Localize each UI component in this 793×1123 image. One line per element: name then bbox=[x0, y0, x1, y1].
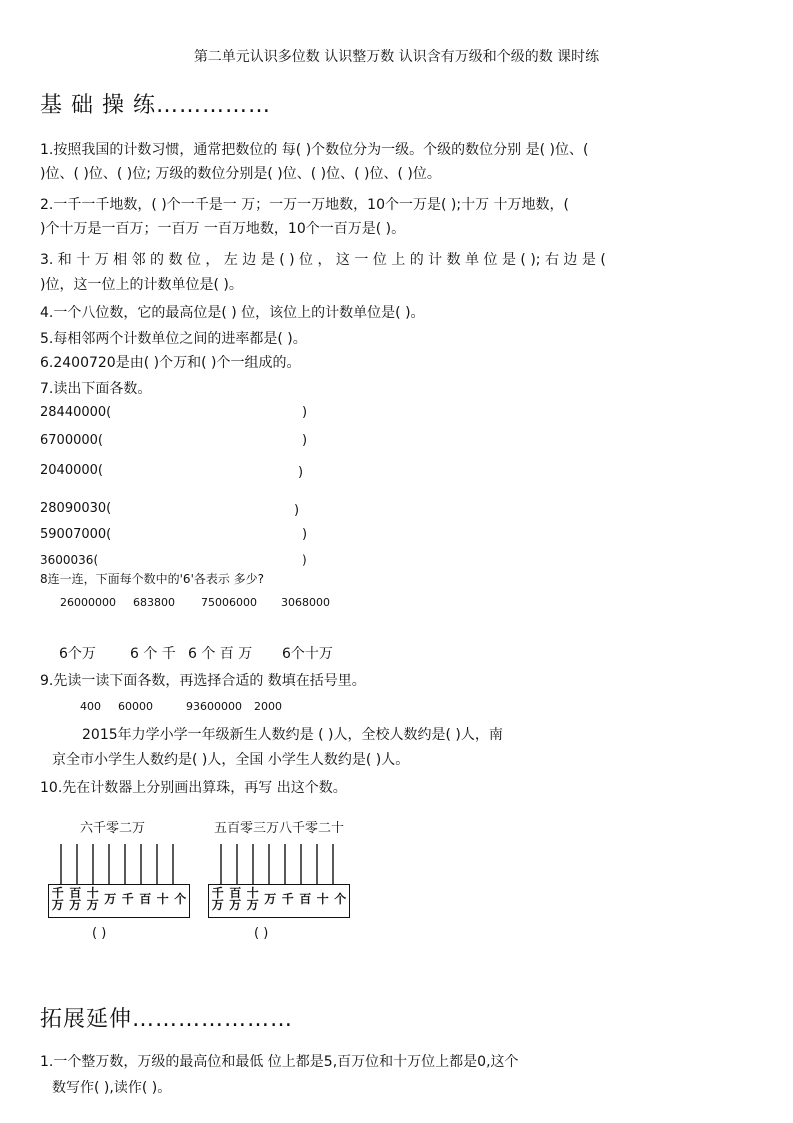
abacus-1-unit-shiwan: 十 万 bbox=[86, 886, 99, 912]
read-number-1-close: ) bbox=[302, 405, 308, 420]
question-1-line-2: )位、( )位、( )位; 万级的数位分别是( )位、( )位、( )位、( )位。 bbox=[40, 166, 441, 182]
abacus-1-unit-qianwan: 千 万 bbox=[51, 886, 64, 912]
abacus-2-unit-qianwan: 千 万 bbox=[211, 886, 224, 912]
read-number-5: 59007000( bbox=[40, 527, 112, 542]
question-10-label: 10.先在计数器上分别画出算珠，再写 出这个数。 bbox=[40, 780, 347, 796]
question-8-label: 8连一连，下面每个数中的'6'各表示 多少? bbox=[40, 572, 265, 586]
question-3-line-1: 3. 和 十 万 相 邻 的 数 位 ， 左 边 是 ( ) 位 ， 这 一 位 上 的 计 数 单 位 是 ( ); 右 边 是 ( bbox=[40, 252, 606, 268]
question-5: 5.每相邻两个计数单位之间的进率都是( )。 bbox=[40, 331, 307, 347]
extension-1-line-1: 1.一个整万数，万级的最高位和最低 位上都是5,百万位和十万位上都是0,这个 bbox=[40, 1054, 519, 1070]
read-number-3: 2040000( bbox=[40, 463, 103, 478]
abacus-1-unit-baiwan: 百 万 bbox=[69, 886, 82, 912]
abacus-2-unit-shiwan: 十 万 bbox=[246, 886, 259, 912]
read-number-2-close: ) bbox=[302, 433, 308, 448]
question-9-line-1: 2015年力学小学一年级新生人数约是 ( )人，全校人数约是( )人，南 bbox=[82, 727, 503, 743]
read-number-4: 28090030( bbox=[40, 501, 112, 516]
choice-number-2: 60000 bbox=[118, 700, 153, 713]
choice-number-3: 93600000 bbox=[186, 700, 242, 713]
match-answer-1: 6个万 bbox=[59, 646, 96, 662]
read-number-6: 3600036( bbox=[40, 553, 99, 567]
choice-number-1: 400 bbox=[80, 700, 101, 713]
match-number-4: 3068000 bbox=[281, 596, 330, 609]
abacus-1-unit-ge: 个 bbox=[174, 892, 187, 906]
match-number-2: 683800 bbox=[133, 596, 175, 609]
abacus-1-unit-qian: 千 bbox=[121, 892, 134, 906]
read-number-3-close: ) bbox=[298, 465, 304, 480]
abacus-1-unit-bai: 百 bbox=[139, 892, 152, 906]
read-number-4-close: ) bbox=[294, 503, 300, 518]
abacus-2-label: 五百零三万八千零二十 bbox=[214, 821, 345, 836]
question-2-line-2: )个十万是一百万；一百万 一百万地数，10个一百万是( )。 bbox=[40, 221, 406, 237]
question-1-line-1: 1.按照我国的计数习惯，通常把数位的 每( )个数位分为一级。个级的数位分别 是( )位、( bbox=[40, 142, 589, 158]
match-number-1: 26000000 bbox=[60, 596, 116, 609]
match-number-3: 75006000 bbox=[201, 596, 257, 609]
abacus-1-answer[interactable]: ( ) bbox=[92, 926, 107, 941]
abacus-2-unit-qian: 千 bbox=[281, 892, 294, 906]
abacus-2-unit-ge: 个 bbox=[334, 892, 347, 906]
abacus-2-unit-wan: 万 bbox=[264, 892, 277, 906]
read-number-6-close: ) bbox=[302, 553, 307, 567]
abacus-2-answer[interactable]: ( ) bbox=[254, 926, 269, 941]
abacus-2-unit-bai: 百 bbox=[299, 892, 312, 906]
section-basic-practice: 基 础 操 练…………… bbox=[40, 93, 271, 118]
section-extension: 拓展延伸………………… bbox=[40, 1007, 294, 1032]
extension-1-line-2: 数写作( ),读作( )。 bbox=[52, 1080, 172, 1096]
page-title: 第二单元认识多位数 认识整万数 认识含有万级和个级的数 课时练 bbox=[193, 49, 600, 65]
match-answer-3: 6 个 百 万 bbox=[188, 646, 253, 662]
match-answer-4: 6个十万 bbox=[282, 646, 333, 662]
abacus-2-unit-shi: 十 bbox=[316, 892, 329, 906]
choice-number-4: 2000 bbox=[254, 700, 282, 713]
question-9-label: 9.先读一读下面各数，再选择合适的 数填在括号里。 bbox=[40, 673, 366, 689]
question-2-line-1: 2.一千一千地数，( )个一千是一 万；一万一万地数，10个一万是( );十万 十万地数，( bbox=[40, 197, 569, 213]
abacus-1-label: 六千零二万 bbox=[80, 821, 146, 836]
question-9-line-2: 京全市小学生人数约是( )人，全国 小学生人数约是( )人。 bbox=[52, 752, 410, 768]
abacus-2-rods[interactable] bbox=[206, 840, 354, 886]
abacus-1-rods[interactable] bbox=[46, 840, 194, 886]
read-number-1: 28440000( bbox=[40, 405, 112, 420]
question-3-line-2: )位，这一位上的计数单位是( )。 bbox=[40, 277, 243, 293]
question-4: 4.一个八位数，它的最高位是( ) 位，该位上的计数单位是( )。 bbox=[40, 305, 425, 321]
abacus-1-frame bbox=[48, 884, 190, 918]
read-number-5-close: ) bbox=[302, 527, 308, 542]
question-7-label: 7.读出下面各数。 bbox=[40, 381, 152, 397]
match-answer-2: 6 个 千 bbox=[130, 646, 176, 662]
abacus-1-unit-shi: 十 bbox=[156, 892, 169, 906]
abacus-2-frame bbox=[208, 884, 350, 918]
question-6: 6.2400720是由( )个万和( )个一组成的。 bbox=[40, 355, 301, 371]
abacus-2-unit-baiwan: 百 万 bbox=[229, 886, 242, 912]
read-number-2: 6700000( bbox=[40, 433, 103, 448]
abacus-1-unit-wan: 万 bbox=[104, 892, 117, 906]
